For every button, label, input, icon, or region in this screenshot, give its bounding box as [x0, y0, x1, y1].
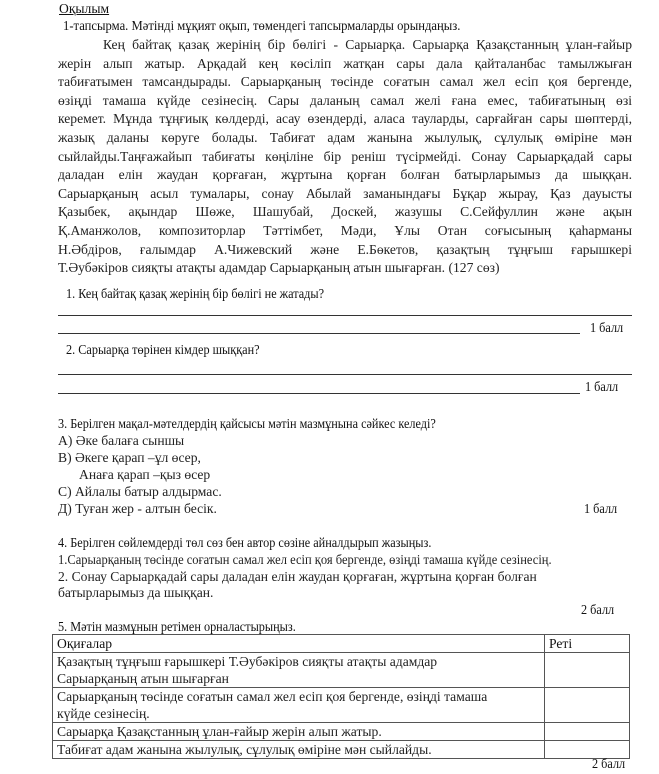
reading-passage	[58, 36, 632, 278]
question-5-text: 5. Мәтін мазмұнын ретімен орналастырыңыз.	[58, 619, 296, 634]
table-header-row	[53, 635, 630, 653]
answer-line-q1-a[interactable]	[58, 315, 632, 316]
question-4-score: 2 балл	[581, 602, 615, 617]
order-input-cell[interactable]	[545, 723, 630, 741]
event-text: Қазақтың тұңғыш ғарышкері Т.Әубәкіров сияқты атақты адамдар	[57, 654, 438, 669]
passage-line: Қазыбек, ақындар Шөже, Шашубай, Доскей, жазушы С.Сейфуллин және ақын	[58, 204, 632, 220]
question-1-score: 1 балл	[590, 320, 624, 335]
table-row	[53, 723, 630, 741]
passage-line: өзіңді тамаша күйде сезінесің. Сары даланың самал желі ғана емес, табиғатының өзі	[58, 92, 632, 108]
passage-line: даладан елін жаудан қорғаған, жұртына қорған болған батырларымыз да шыққан.	[58, 167, 632, 183]
header-order: Реті	[545, 635, 630, 653]
option-d[interactable]: Д) Туған жер - алтын бесік.	[58, 501, 217, 516]
passage-line: керемет. Мұнда тұңғиық көлдерді, асау өзендерді, аласа тауларды, сарғайған сары шөптерді,	[58, 111, 632, 127]
section-title: Оқылым	[59, 1, 110, 16]
option-a[interactable]: А) Әке балаға сыншы	[58, 433, 185, 448]
sentence-1: 1.Сарыарқаның төсінде соғатын самал жел есіп қоя бергенде, өзіңді тамаша күйде сезінесің.	[58, 552, 552, 567]
question-1-text: 1. Кең байтақ қазақ жерінің бір бөлігі не жатады?	[66, 286, 325, 301]
answer-line-q1-b[interactable]	[58, 333, 580, 334]
header-events: Оқиғалар	[53, 635, 545, 653]
question-2-score: 1 балл	[585, 379, 619, 394]
passage-line: жазық даланы көруге болады. Табиғат адам жанына жылулық, сұлулық өміріне мән	[58, 129, 632, 145]
table-row	[53, 688, 630, 723]
passage-line: жерін алып жатыр. Арқадай кең көсіліп жатқан сары дала қайталанбас тамылжыған	[58, 55, 632, 71]
event-order-table	[52, 634, 630, 759]
passage-line: сыйлайды.Таңғажайып табиғаты көңіліне бір реніш түсірмейді. Сонау Сарыарқадай сары	[58, 148, 632, 164]
passage-line: Қ.Аманжолов, композиторлар Тәттімбет, Мәди, Ұлы Отан соғысының қаһарманы	[58, 222, 632, 238]
question-2-text: 2. Сарыарқа төрінен кімдер шыққан?	[66, 342, 260, 357]
passage-line: Кең байтақ қазақ жерінің бір бөлігі - Сарыарқа. Сарыарқа Қазақстанның ұлан-ғайыр	[103, 37, 632, 52]
event-text: Сарыарқаның атын шығарған	[57, 671, 229, 686]
event-text: күйде сезінесің.	[57, 706, 150, 721]
option-b[interactable]: В) Әкеге қарап –ұл өсер,	[58, 450, 201, 465]
sentence-2-cont: батырларымыз да шыққан.	[58, 585, 214, 600]
answer-line-q2-a[interactable]	[58, 374, 632, 375]
option-c[interactable]: С) Айлалы батыр алдырмас.	[58, 484, 222, 499]
order-input-cell[interactable]	[545, 688, 630, 723]
answer-line-q2-b[interactable]	[58, 393, 580, 394]
passage-line: Сарыарқаның асыл тумалары, сонау Абылай заманындағы Бұқар жырау, Қаз дауысты	[58, 185, 632, 201]
question-5-score: 2 балл	[592, 756, 626, 771]
task1-instruction: 1-тапсырма. Мәтінді мұқият оқып, төмендегі тапсырмаларды орындаңыз.	[63, 18, 461, 33]
event-text: Сарыарқаның төсінде соғатын самал жел есіп қоя бергенде, өзіңді тамаша	[57, 689, 488, 704]
sentence-2: 2. Сонау Сарыарқадай сары даладан елін жаудан қорғаған, жұртына қорған болған	[58, 569, 537, 584]
passage-line: Н.Әбдіров, ғалымдар А.Чижевский және Е.Бөкетов, қазақтың тұңғыш ғарышкері	[58, 241, 632, 257]
passage-line: Т.Әубәкіров сияқты атақты адамдар Сарыарқаның атын шығарған. (127 сөз)	[58, 260, 500, 276]
event-cell	[53, 688, 545, 723]
table-row	[53, 741, 630, 759]
passage-line: табиғатымен тамсандырады. Сарыарқаның төсінде соғатын самал жел есіп қоя бергенде,	[58, 74, 632, 90]
event-cell: Табиғат адам жанына жылулық, сұлулық өміріне мән сыйлайды.	[53, 741, 545, 759]
question-4-text: 4. Берілген сөйлемдерді төл сөз бен автор сөзіне айналдырып жазыңыз.	[58, 535, 432, 550]
table-row	[53, 653, 630, 688]
question-3-text: 3. Берілген мақал-мәтелдердің қайсысы мәтін мазмұнына сәйкес келеді?	[58, 416, 436, 431]
event-cell: Сарыарқа Қазақстанның ұлан-ғайыр жерін алып жатыр.	[53, 723, 545, 741]
order-input-cell[interactable]	[545, 653, 630, 688]
option-b-line2: Анаға қарап –қыз өсер	[79, 467, 211, 482]
question-3-score: 1 балл	[584, 501, 618, 516]
event-cell	[53, 653, 545, 688]
